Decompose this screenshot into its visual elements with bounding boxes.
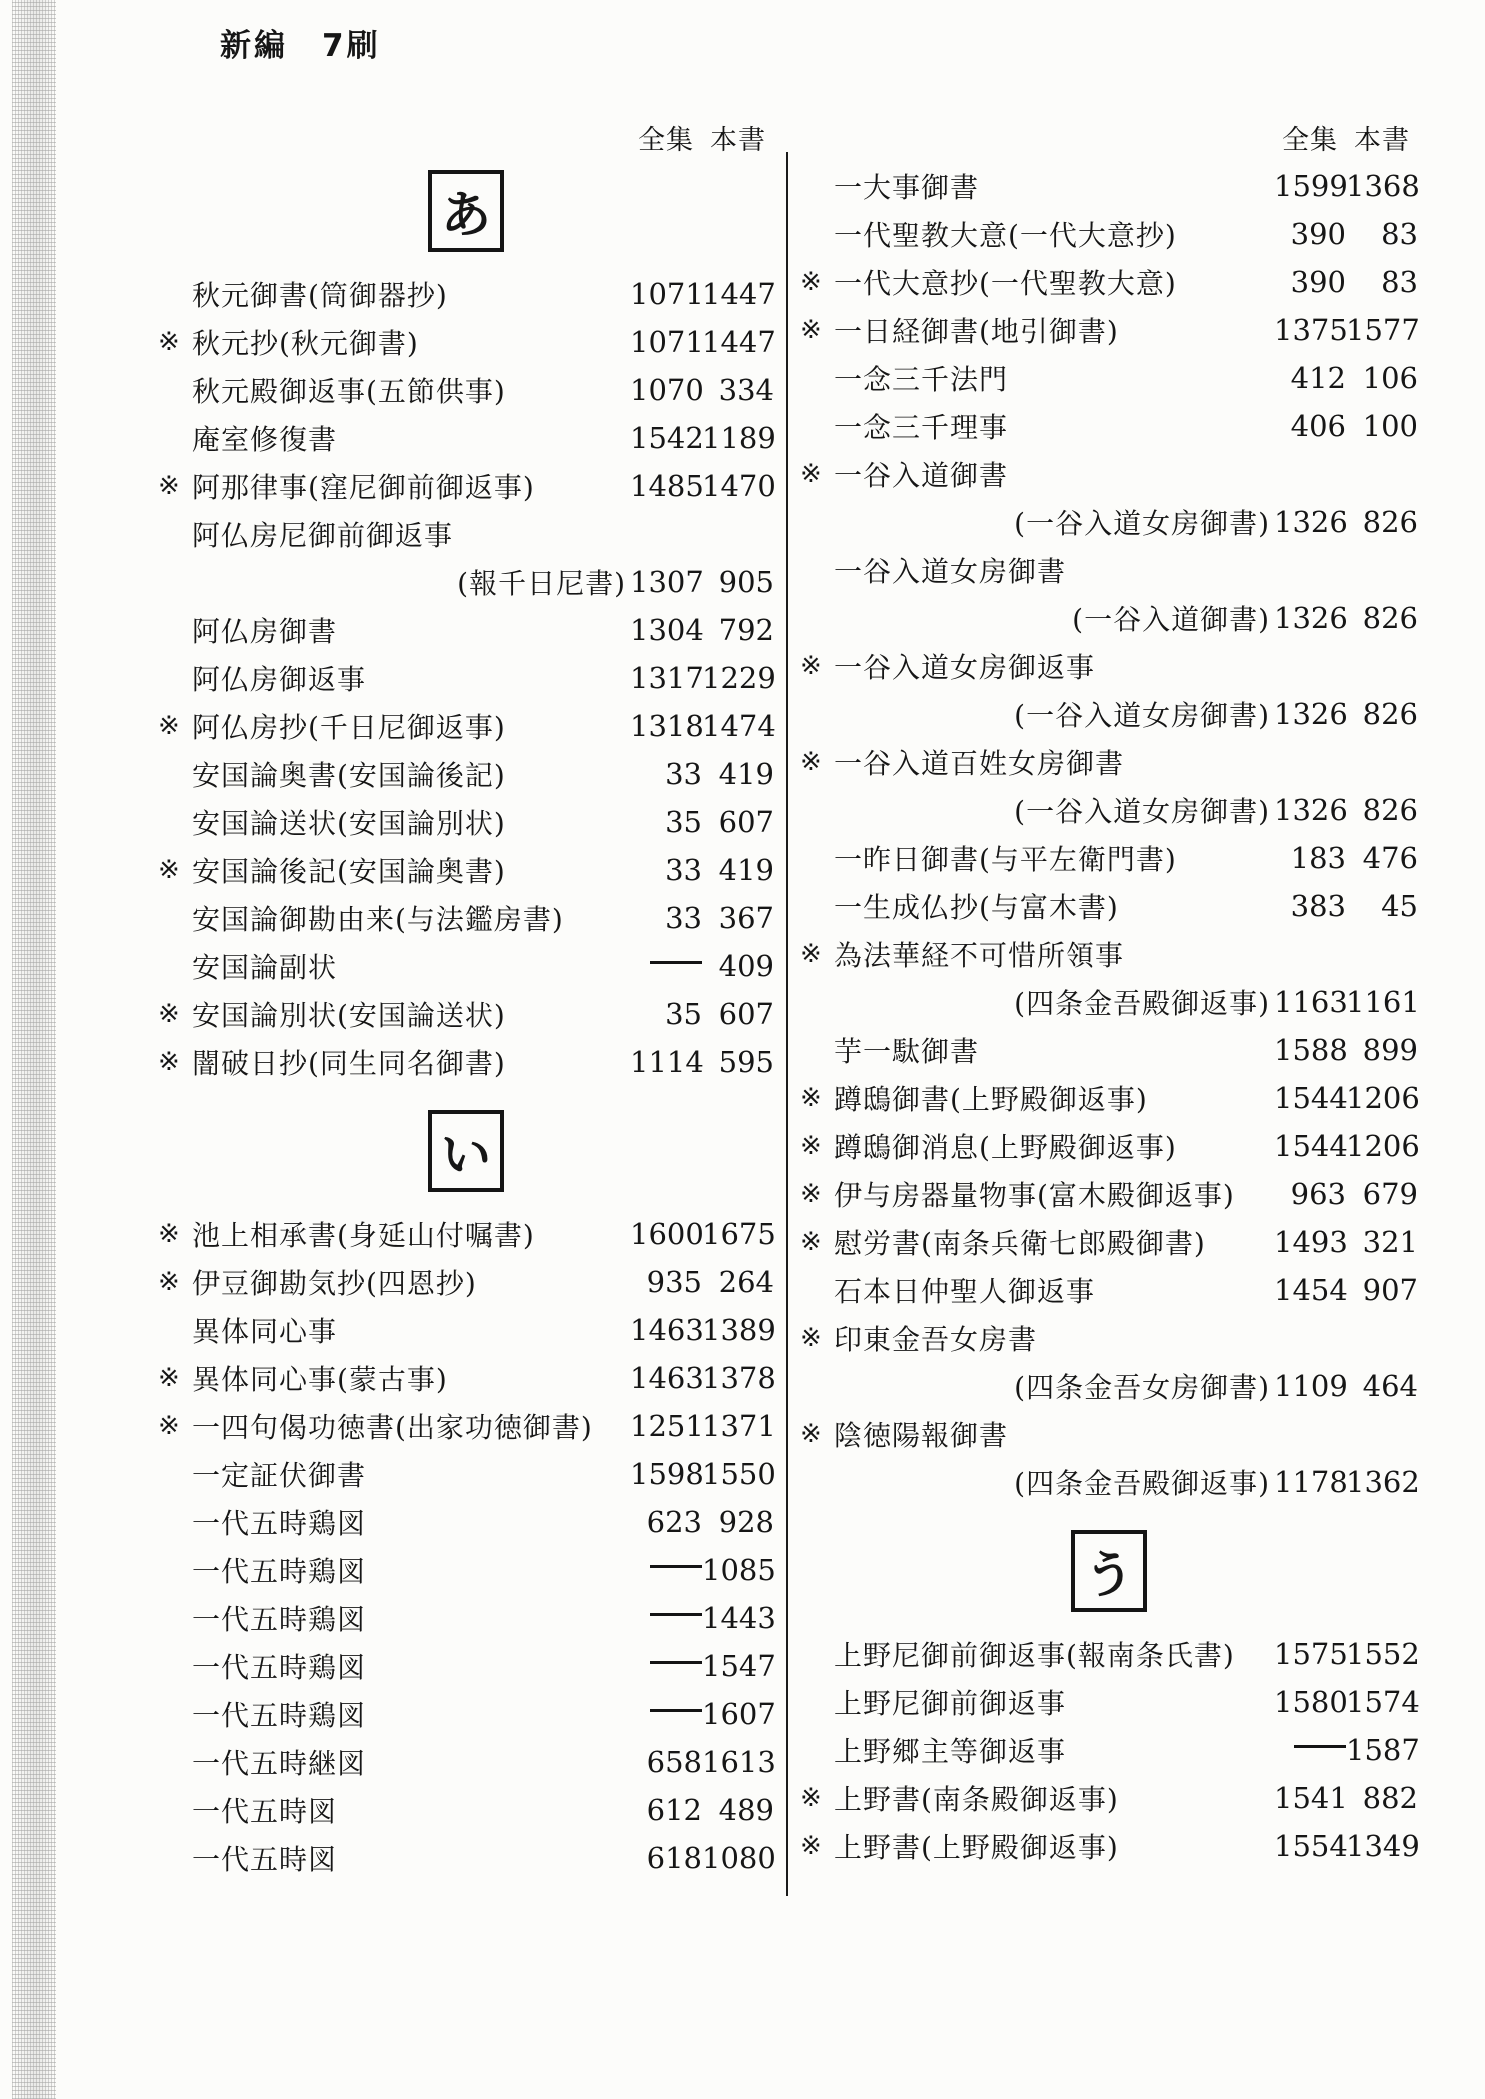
- honsho-page-number: 334: [718, 373, 774, 407]
- zenshu-page-number: 1575: [1274, 1637, 1348, 1671]
- index-entry-row: [158, 1786, 774, 1834]
- cross-reference-mark: ※: [800, 315, 822, 345]
- honsho-page-number: 1574: [1346, 1685, 1420, 1719]
- zenshu-page-number: 33: [665, 901, 702, 935]
- entry-title: 蹲鴟御消息(上野殿御返事): [834, 1131, 1177, 1164]
- zenshu-page-number: 623: [646, 1505, 702, 1539]
- index-entry-row: [158, 1642, 774, 1690]
- zenshu-page-number: 390: [1290, 265, 1346, 299]
- cross-reference-mark: ※: [158, 471, 180, 501]
- index-entry-row: [800, 1458, 1418, 1506]
- honsho-page-number: 1189: [702, 421, 776, 455]
- honsho-page-number: 826: [1362, 601, 1418, 635]
- zenshu-page-number: 33: [665, 853, 702, 887]
- right-index-column: [800, 112, 1418, 1870]
- index-entry-row: [158, 1402, 774, 1450]
- honsho-page-number: 83: [1381, 265, 1418, 299]
- honsho-page-number: 1378: [702, 1361, 776, 1395]
- zenshu-page-number: 1541: [1274, 1781, 1348, 1815]
- index-entry-row: [800, 354, 1418, 402]
- honsho-page-number: 1577: [1346, 313, 1420, 347]
- honsho-page-number: 476: [1362, 841, 1418, 875]
- zenshu-page-number: 1070: [630, 373, 704, 407]
- print-note: 新編 7刷: [220, 28, 381, 64]
- cross-reference-mark: ※: [800, 459, 822, 489]
- index-entry-row: [800, 402, 1418, 450]
- index-entry-row: [158, 558, 774, 606]
- zenshu-page-number: 1598: [630, 1457, 704, 1491]
- zenshu-page-number: 1554: [1274, 1829, 1348, 1863]
- column-divider: [786, 152, 788, 1896]
- entry-title: 上野書(南条殿御返事): [834, 1783, 1119, 1816]
- honsho-page-number: 1161: [1346, 985, 1420, 1019]
- zenshu-page-number: 1463: [630, 1313, 704, 1347]
- index-entry-row: [800, 546, 1418, 594]
- entry-title: 一日経御書(地引御書): [834, 315, 1119, 348]
- entry-title: 一代聖教大意(一代大意抄): [834, 219, 1177, 252]
- index-entry-row: [158, 654, 774, 702]
- honsho-page-number: 1675: [702, 1217, 776, 1251]
- zenshu-page-number: 1317: [630, 661, 704, 695]
- entry-title: (一谷入道女房御書): [1014, 507, 1270, 540]
- honsho-page-number: 367: [718, 901, 774, 935]
- index-entry-row: [158, 414, 774, 462]
- entry-title: 阿仏房抄(千日尼御返事): [192, 711, 506, 744]
- zenshu-page-number: [630, 1649, 702, 1683]
- dash-mark: [650, 961, 702, 964]
- honsho-page-number: 100: [1362, 409, 1418, 443]
- index-entry-row: [800, 978, 1418, 1026]
- honsho-page-number: 1229: [702, 661, 776, 695]
- index-entry-row: [800, 1074, 1418, 1122]
- cross-reference-mark: ※: [158, 999, 180, 1029]
- kana-label: あ: [441, 185, 491, 244]
- cross-reference-mark: ※: [158, 711, 180, 741]
- index-entry-row: [800, 882, 1418, 930]
- zenshu-page-number: 1580: [1274, 1685, 1348, 1719]
- kana-label: う: [1084, 1545, 1134, 1604]
- cross-reference-mark: ※: [800, 1323, 822, 1353]
- entry-title: 一代五時継図: [192, 1747, 367, 1780]
- zenshu-page-number: 1163: [1274, 985, 1348, 1019]
- zenshu-page-number: 1542: [630, 421, 704, 455]
- entry-title: 上野尼御前御返事: [834, 1687, 1067, 1720]
- honsho-page-number: 419: [718, 757, 774, 791]
- zenshu-header: 全集: [1282, 124, 1338, 156]
- index-entry-row: [800, 306, 1418, 354]
- entry-title: 一代五時図: [192, 1843, 338, 1876]
- cross-reference-mark: ※: [800, 1131, 822, 1161]
- zenshu-page-number: 1071: [630, 325, 704, 359]
- cross-reference-mark: ※: [800, 1831, 822, 1861]
- honsho-page-number: 1206: [1346, 1081, 1420, 1115]
- zenshu-page-number: 1375: [1274, 313, 1348, 347]
- honsho-page-number: 1552: [1346, 1637, 1420, 1671]
- zenshu-page-number: [630, 1553, 702, 1587]
- entry-title: 一代五時鶏図: [192, 1603, 367, 1636]
- zenshu-page-number: 1326: [1274, 697, 1348, 731]
- index-entry-row: [800, 1122, 1418, 1170]
- honsho-page-number: 826: [1362, 793, 1418, 827]
- index-entry-row: [158, 318, 774, 366]
- zenshu-page-number: 1493: [1274, 1225, 1348, 1259]
- index-entry-row: [800, 690, 1418, 738]
- index-entry-row: [158, 1258, 774, 1306]
- index-entry-row: [800, 498, 1418, 546]
- index-entry-row: [158, 1354, 774, 1402]
- cross-reference-mark: ※: [800, 1083, 822, 1113]
- entry-title: 伊豆御勘気抄(四恩抄): [192, 1267, 477, 1300]
- zenshu-page-number: 1304: [630, 613, 704, 647]
- zenshu-page-number: [630, 1697, 702, 1731]
- entry-title: 芋一駄御書: [834, 1035, 980, 1068]
- entry-title: 安国論後記(安国論奥書): [192, 855, 506, 888]
- entry-title: 秋元御書(筒御器抄): [192, 279, 448, 312]
- entry-title: 陰徳陽報御書: [834, 1419, 1009, 1452]
- entry-title: 秋元殿御返事(五節供事): [192, 375, 506, 408]
- entry-title: 一代五時鶏図: [192, 1507, 367, 1540]
- entry-title: 一生成仏抄(与富木書): [834, 891, 1119, 924]
- entry-title: 一代大意抄(一代聖教大意): [834, 267, 1177, 300]
- zenshu-page-number: 183: [1290, 841, 1346, 875]
- honsho-page-number: 1550: [702, 1457, 776, 1491]
- honsho-page-number: 792: [718, 613, 774, 647]
- entry-title: 安国論副状: [192, 951, 338, 984]
- index-entry-row: [800, 1410, 1418, 1458]
- entry-title: 安国論奥書(安国論後記): [192, 759, 506, 792]
- zenshu-page-number: 35: [665, 805, 702, 839]
- index-entry-row: [158, 366, 774, 414]
- entry-title: 阿仏房尼御前御返事: [192, 519, 454, 552]
- dash-mark: [650, 1709, 702, 1712]
- cross-reference-mark: ※: [800, 747, 822, 777]
- entry-title: 一代五時図: [192, 1795, 338, 1828]
- honsho-page-number: 826: [1362, 505, 1418, 539]
- honsho-page-number: 83: [1381, 217, 1418, 251]
- cross-reference-mark: ※: [800, 1419, 822, 1449]
- entry-title: 一念三千理事: [834, 411, 1009, 444]
- index-entry-row: [800, 1774, 1418, 1822]
- honsho-page-number: 607: [718, 805, 774, 839]
- entry-title: 蹲鴟御書(上野殿御返事): [834, 1083, 1148, 1116]
- entry-title: 安国論御勘由来(与法鑑房書): [192, 903, 564, 936]
- index-entry-row: [158, 990, 774, 1038]
- index-entry-row: [158, 702, 774, 750]
- entry-title: 石本日仲聖人御返事: [834, 1275, 1096, 1308]
- cross-reference-mark: ※: [800, 939, 822, 969]
- entry-title: (一谷入道女房御書): [1014, 699, 1270, 732]
- zenshu-page-number: [630, 1601, 702, 1635]
- index-entry-row: [800, 1218, 1418, 1266]
- honsho-header: 本書: [710, 124, 766, 156]
- index-entry-row: [800, 834, 1418, 882]
- index-entry-row: [800, 1822, 1418, 1870]
- honsho-page-number: 1362: [1346, 1465, 1420, 1499]
- index-entry-row: [158, 1690, 774, 1738]
- zenshu-page-number: 1544: [1274, 1081, 1348, 1115]
- zenshu-page-number: 1326: [1274, 601, 1348, 635]
- entry-title: 庵室修復書: [192, 423, 338, 456]
- index-entry-row: [158, 1450, 774, 1498]
- entry-title: 一谷入道御書: [834, 459, 1009, 492]
- entry-title: 上野尼御前御返事(報南条氏書): [834, 1639, 1235, 1672]
- cross-reference-mark: ※: [158, 1411, 180, 1441]
- entry-title: (四条金吾殿御返事): [1014, 1467, 1270, 1500]
- index-entry-row: [800, 1170, 1418, 1218]
- index-entry-row: [158, 1306, 774, 1354]
- index-entry-row: [800, 738, 1418, 786]
- entry-title: 一四句偈功徳書(出家功徳御書): [192, 1411, 593, 1444]
- index-entry-row: [158, 1738, 774, 1786]
- honsho-page-number: 1349: [1346, 1829, 1420, 1863]
- zenshu-page-number: 1318: [630, 709, 704, 743]
- zenshu-page-number: 1454: [1274, 1273, 1348, 1307]
- honsho-page-number: 607: [718, 997, 774, 1031]
- entry-title: 一代五時鶏図: [192, 1651, 367, 1684]
- index-entry-row: [158, 462, 774, 510]
- index-entry-row: [158, 1594, 774, 1642]
- index-entry-row: [800, 930, 1418, 978]
- index-entry-row: [158, 510, 774, 558]
- honsho-page-number: 595: [718, 1045, 774, 1079]
- index-entry-row: [800, 1630, 1418, 1678]
- entry-title: 池上相承書(身延山付嘱書): [192, 1219, 535, 1252]
- kana-label: い: [441, 1125, 491, 1184]
- section-divider: [158, 170, 774, 252]
- honsho-page-number: 1447: [702, 277, 776, 311]
- section-divider: [158, 1110, 774, 1192]
- left-index-column: [158, 112, 774, 1882]
- zenshu-page-number: 1071: [630, 277, 704, 311]
- entry-title: 秋元抄(秋元御書): [192, 327, 419, 360]
- honsho-page-number: 1613: [702, 1745, 776, 1779]
- entry-title: 阿仏房御返事: [192, 663, 367, 696]
- section-kana-box: [1071, 1530, 1147, 1612]
- entry-title: 一定証伏御書: [192, 1459, 367, 1492]
- honsho-page-number: 907: [1362, 1273, 1418, 1307]
- column-header: [158, 112, 774, 162]
- entry-title: 安国論別状(安国論送状): [192, 999, 506, 1032]
- entry-title: 闇破日抄(同生同名御書): [192, 1047, 506, 1080]
- dash-mark: [650, 1613, 702, 1616]
- zenshu-page-number: 1463: [630, 1361, 704, 1395]
- entry-title: 伊与房器量物事(富木殿御返事): [834, 1179, 1235, 1212]
- dash-mark: [1294, 1745, 1346, 1748]
- scan-noise-band: [12, 0, 56, 2099]
- index-entry-row: [800, 786, 1418, 834]
- index-entry-row: [158, 1498, 774, 1546]
- entry-title: 一谷入道女房御返事: [834, 651, 1096, 684]
- cross-reference-mark: ※: [800, 651, 822, 681]
- entry-title: 一昨日御書(与平左衛門書): [834, 843, 1177, 876]
- honsho-page-number: 1547: [702, 1649, 776, 1683]
- honsho-page-number: 106: [1362, 361, 1418, 395]
- index-entry-row: [158, 1546, 774, 1594]
- zenshu-page-number: 658: [646, 1745, 702, 1779]
- zenshu-page-number: 612: [646, 1793, 702, 1827]
- entry-title: (一谷入道女房御書): [1014, 795, 1270, 828]
- section-divider: [800, 1530, 1418, 1612]
- entry-title: 一代五時鶏図: [192, 1555, 367, 1588]
- honsho-page-number: 1447: [702, 325, 776, 359]
- zenshu-header: 全集: [638, 124, 694, 156]
- entry-title: 印東金吾女房書: [834, 1323, 1038, 1356]
- honsho-page-number: 264: [718, 1265, 774, 1299]
- zenshu-page-number: 618: [646, 1841, 702, 1875]
- honsho-page-number: 1470: [702, 469, 776, 503]
- honsho-page-number: 1080: [702, 1841, 776, 1875]
- index-entry-row: [158, 750, 774, 798]
- honsho-page-number: 1206: [1346, 1129, 1420, 1163]
- entry-title: (四条金吾殿御返事): [1014, 987, 1270, 1020]
- entry-title: 阿那律事(窪尼御前御返事): [192, 471, 535, 504]
- zenshu-page-number: 390: [1290, 217, 1346, 251]
- entry-title: 阿仏房御書: [192, 615, 338, 648]
- cross-reference-mark: ※: [158, 327, 180, 357]
- zenshu-page-number: 383: [1290, 889, 1346, 923]
- entry-rows: [800, 162, 1418, 1870]
- honsho-page-number: 409: [718, 949, 774, 983]
- zenshu-page-number: 1544: [1274, 1129, 1348, 1163]
- column-header: [800, 112, 1418, 162]
- entry-title: 為法華経不可惜所領事: [834, 939, 1125, 972]
- entry-title: 安国論送状(安国論別状): [192, 807, 506, 840]
- index-entry-row: [800, 1678, 1418, 1726]
- cross-reference-mark: ※: [800, 1179, 822, 1209]
- honsho-page-number: 464: [1362, 1369, 1418, 1403]
- entry-title: 一谷入道百姓女房御書: [834, 747, 1125, 780]
- zenshu-page-number: 1178: [1274, 1465, 1348, 1499]
- honsho-page-number: 1371: [702, 1409, 776, 1443]
- cross-reference-mark: ※: [158, 1267, 180, 1297]
- entry-title: (一谷入道御書): [1072, 603, 1270, 636]
- honsho-page-number: 826: [1362, 697, 1418, 731]
- honsho-page-number: 679: [1362, 1177, 1418, 1211]
- cross-reference-mark: ※: [158, 1219, 180, 1249]
- section-kana-box: [428, 170, 504, 252]
- dash-mark: [650, 1565, 702, 1568]
- honsho-page-number: 905: [718, 565, 774, 599]
- honsho-page-number: 1587: [1346, 1733, 1420, 1767]
- zenshu-page-number: 406: [1290, 409, 1346, 443]
- honsho-page-number: 1368: [1346, 169, 1420, 203]
- index-entry-row: [800, 1266, 1418, 1314]
- zenshu-page-number: [630, 949, 702, 983]
- zenshu-page-number: 1109: [1274, 1369, 1348, 1403]
- entry-title: 一代五時鶏図: [192, 1699, 367, 1732]
- index-entry-row: [800, 162, 1418, 210]
- honsho-page-number: 882: [1362, 1781, 1418, 1815]
- honsho-page-number: 928: [718, 1505, 774, 1539]
- index-entry-row: [800, 1726, 1418, 1774]
- index-entry-row: [158, 270, 774, 318]
- zenshu-page-number: [1274, 1733, 1346, 1767]
- zenshu-page-number: 1599: [1274, 169, 1348, 203]
- honsho-page-number: 1389: [702, 1313, 776, 1347]
- cross-reference-mark: ※: [800, 267, 822, 297]
- index-entry-row: [800, 642, 1418, 690]
- index-entry-row: [158, 1834, 774, 1882]
- entry-title: 一大事御書: [834, 171, 980, 204]
- zenshu-page-number: 1326: [1274, 793, 1348, 827]
- entry-title: 慰労書(南条兵衛七郎殿御書): [834, 1227, 1206, 1260]
- cross-reference-mark: ※: [800, 1227, 822, 1257]
- index-entry-row: [158, 798, 774, 846]
- cross-reference-mark: ※: [158, 1363, 180, 1393]
- entry-title: (四条金吾女房御書): [1014, 1371, 1270, 1404]
- honsho-page-number: 1474: [702, 709, 776, 743]
- honsho-page-number: 489: [718, 1793, 774, 1827]
- index-entry-row: [800, 1314, 1418, 1362]
- index-entry-row: [158, 606, 774, 654]
- index-entry-row: [800, 210, 1418, 258]
- honsho-page-number: 899: [1362, 1033, 1418, 1067]
- honsho-page-number: 1607: [702, 1697, 776, 1731]
- index-entry-row: [800, 258, 1418, 306]
- index-entry-row: [158, 1038, 774, 1086]
- entry-title: (報千日尼書): [457, 567, 626, 600]
- honsho-header: 本書: [1354, 124, 1410, 156]
- honsho-page-number: 1085: [702, 1553, 776, 1587]
- honsho-page-number: 1443: [702, 1601, 776, 1635]
- zenshu-page-number: 33: [665, 757, 702, 791]
- index-entry-row: [158, 942, 774, 990]
- index-entry-row: [158, 1210, 774, 1258]
- zenshu-page-number: 412: [1290, 361, 1346, 395]
- honsho-page-number: 321: [1362, 1225, 1418, 1259]
- zenshu-page-number: 1251: [630, 1409, 704, 1443]
- honsho-page-number: 45: [1381, 889, 1418, 923]
- zenshu-page-number: 963: [1290, 1177, 1346, 1211]
- zenshu-page-number: 1588: [1274, 1033, 1348, 1067]
- zenshu-page-number: 1307: [630, 565, 704, 599]
- zenshu-page-number: 1326: [1274, 505, 1348, 539]
- zenshu-page-number: 935: [646, 1265, 702, 1299]
- index-entry-row: [800, 1362, 1418, 1410]
- entry-title: 異体同心事: [192, 1315, 338, 1348]
- entry-title: 一谷入道女房御書: [834, 555, 1067, 588]
- honsho-page-number: 419: [718, 853, 774, 887]
- index-entry-row: [800, 594, 1418, 642]
- index-entry-row: [158, 894, 774, 942]
- entry-title: 一念三千法門: [834, 363, 1009, 396]
- index-entry-row: [800, 450, 1418, 498]
- cross-reference-mark: ※: [800, 1783, 822, 1813]
- dash-mark: [650, 1661, 702, 1664]
- zenshu-page-number: 1485: [630, 469, 704, 503]
- entry-title: 上野書(上野殿御返事): [834, 1831, 1119, 1864]
- entry-rows: [158, 170, 774, 1882]
- zenshu-page-number: 35: [665, 997, 702, 1031]
- index-entry-row: [158, 846, 774, 894]
- cross-reference-mark: ※: [158, 855, 180, 885]
- zenshu-page-number: 1600: [630, 1217, 704, 1251]
- zenshu-page-number: 1114: [630, 1045, 704, 1079]
- entry-title: 上野郷主等御返事: [834, 1735, 1067, 1768]
- entry-title: 異体同心事(蒙古事): [192, 1363, 448, 1396]
- section-kana-box: [428, 1110, 504, 1192]
- index-entry-row: [800, 1026, 1418, 1074]
- cross-reference-mark: ※: [158, 1047, 180, 1077]
